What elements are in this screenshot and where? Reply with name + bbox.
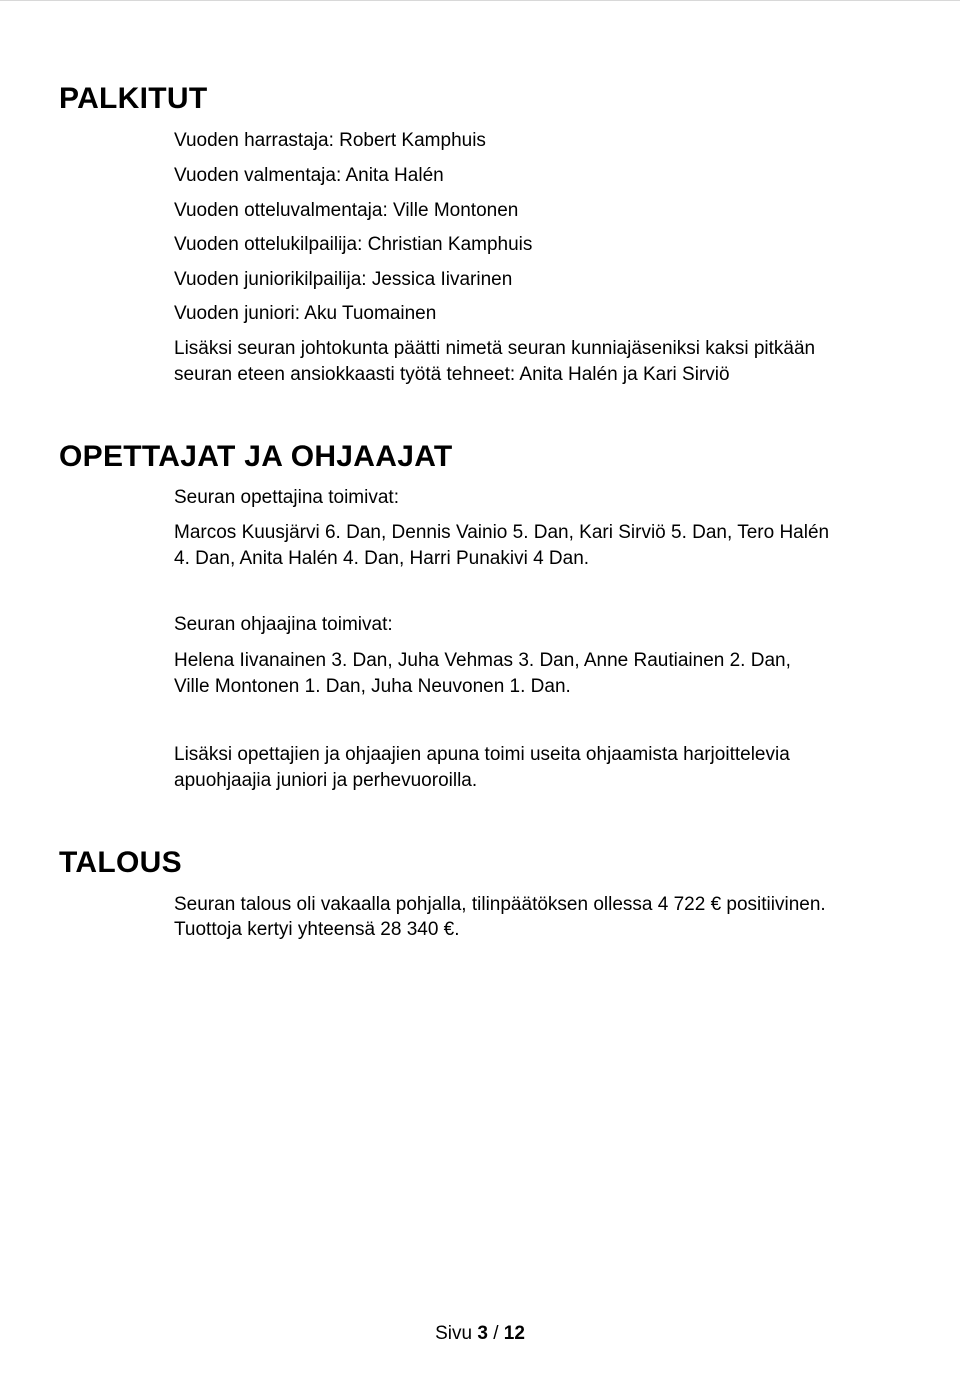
award-line: Vuoden ottelukilpailija: Christian Kamphuis (174, 234, 533, 255)
subheading-instructors: Seuran ohjaajina toimivat: (174, 614, 393, 635)
page-separator: / (493, 1323, 499, 1344)
paragraph-line: Lisäksi seuran johtokunta päätti nimetä seuran kunniajäseniksi kaksi pitkään (174, 338, 816, 359)
award-line: Vuoden juniori: Aku Tuomainen (174, 303, 437, 324)
paragraph-line: Marcos Kuusjärvi 6. Dan, Dennis Vainio 5. Dan, Kari Sirviö 5. Dan, Tero Halén (174, 522, 830, 543)
award-line: Vuoden harrastaja: Robert Kamphuis (174, 130, 486, 151)
paragraph-line: Lisäksi opettajien ja ohjaajien apuna toimi useita ohjaamista harjoittelevia (174, 744, 790, 765)
paragraph-line: Seuran talous oli vakaalla pohjalla, tilinpäätöksen ollessa 4 722 € positiivinen. (174, 894, 826, 915)
page-label: Sivu (435, 1323, 473, 1344)
total-pages: 12 (503, 1323, 525, 1344)
paragraph-line: 4. Dan, Anita Halén 4. Dan, Harri Punakivi 4 Dan. (174, 548, 590, 569)
paragraph-line: Helena Iivanainen 3. Dan, Juha Vehmas 3. Dan, Anne Rautiainen 2. Dan, (174, 650, 791, 671)
page-top-edge (0, 0, 960, 1)
award-line: Vuoden juniorikilpailija: Jessica Iivarinen (174, 269, 513, 290)
page-number-footer (0, 1322, 960, 1346)
award-line: Vuoden valmentaja: Anita Halén (174, 165, 444, 186)
paragraph-line: seuran eteen ansiokkaasti työtä tehneet: Anita Halén ja Kari Sirviö (174, 364, 730, 385)
paragraph-line: apuohjaajia juniori ja perhevuoroilla. (174, 770, 478, 791)
section-heading-talous: TALOUS (59, 846, 182, 879)
paragraph-line: Tuottoja kertyi yhteensä 28 340 €. (174, 919, 460, 940)
current-page: 3 (477, 1323, 488, 1344)
award-line: Vuoden otteluvalmentaja: Ville Montonen (174, 200, 519, 221)
paragraph-line: Ville Montonen 1. Dan, Juha Neuvonen 1. Dan. (174, 676, 571, 697)
section-heading-palkitut: PALKITUT (59, 82, 208, 115)
subheading-teachers: Seuran opettajina toimivat: (174, 487, 399, 508)
section-heading-opettajat: OPETTAJAT JA OHJAAJAT (59, 440, 453, 473)
